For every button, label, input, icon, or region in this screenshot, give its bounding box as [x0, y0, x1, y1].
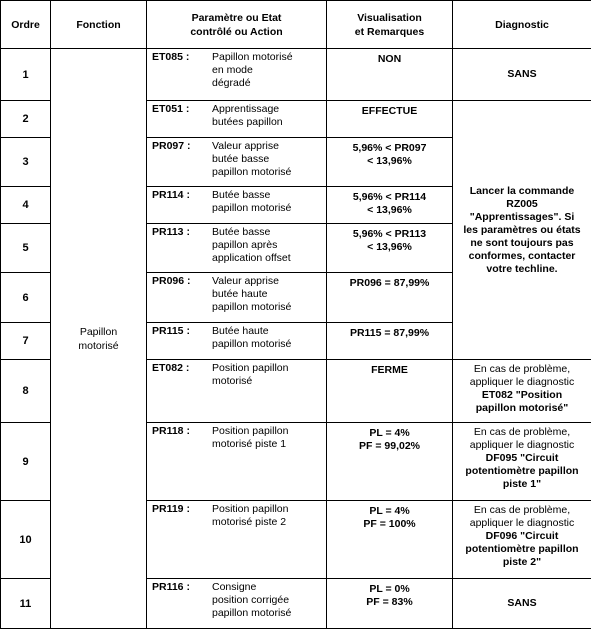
param-text: Valeur apprise butée basse papillon motorisé	[212, 140, 292, 178]
ordre-cell: 5	[1, 224, 51, 273]
param-cell	[147, 273, 327, 323]
header-diagnostic: Diagnostic	[453, 1, 591, 49]
header-row	[1, 1, 591, 49]
diag-cell	[453, 501, 591, 579]
param-text: Papillon motorisé en mode dégradé	[212, 51, 293, 89]
header-ordre: Ordre	[1, 1, 51, 49]
diag-prefix: En cas de problème, appliquer le diagnostic	[469, 363, 575, 388]
param-code: PR113 :	[152, 226, 190, 238]
fonction-cell: Papillon motorisé	[51, 49, 147, 629]
param-cell	[147, 579, 327, 629]
param-code: PR119 :	[152, 503, 190, 515]
param-text: Valeur apprise butée haute papillon motorisé	[212, 275, 292, 313]
param-cell	[147, 101, 327, 138]
table-row	[1, 49, 591, 101]
diag-prefix: En cas de problème, appliquer le diagnostic	[469, 504, 575, 529]
header-fonction: Fonction	[51, 1, 147, 49]
visu-cell: PR096 = 87,99%	[327, 273, 453, 323]
param-text: Apprentissage butées papillon	[212, 103, 283, 128]
param-code: PR096 :	[152, 275, 191, 287]
param-text: Position papillon motorisé piste 2	[212, 503, 289, 528]
param-code: PR114 :	[152, 189, 190, 201]
param-code: ET082 :	[152, 362, 190, 374]
param-code: PR097 :	[152, 140, 191, 152]
visu-cell: FERME	[327, 360, 453, 423]
ordre-cell: 9	[1, 423, 51, 501]
ordre-cell: 4	[1, 187, 51, 224]
ordre-cell: 6	[1, 273, 51, 323]
diag-cell	[453, 360, 591, 423]
diag-cell: SANS	[453, 579, 591, 629]
param-text: Position papillon motorisé piste 1	[212, 425, 289, 450]
header-parametre: Paramètre ou Etat contrôlé ou Action	[147, 1, 327, 49]
header-visualisation: Visualisation et Remarques	[327, 1, 453, 49]
visu-cell: PL = 4% PF = 100%	[327, 501, 453, 579]
param-text: Position papillon motorisé	[212, 362, 289, 387]
diag-ref: DF096 "Circuit potentiomètre papillon piste 2"	[465, 530, 579, 568]
param-cell	[147, 187, 327, 224]
ordre-cell: 2	[1, 101, 51, 138]
param-code: PR118 :	[152, 425, 190, 437]
visu-cell: 5,96% < PR114 < 13,96%	[327, 187, 453, 224]
diag-prefix: En cas de problème, appliquer le diagnostic	[469, 426, 575, 451]
ordre-cell: 1	[1, 49, 51, 101]
diag-ref: ET082 "Position papillon motorisé"	[475, 389, 569, 414]
ordre-cell: 11	[1, 579, 51, 629]
param-code: ET051 :	[152, 103, 190, 115]
param-cell	[147, 423, 327, 501]
param-cell	[147, 501, 327, 579]
diag-cell: Lancer la commande RZ005 "Apprentissages". Si les paramètres ou états ne sont toujours pas conformes, contacter votre techline.	[453, 101, 591, 360]
diag-ref: DF095 "Circuit potentiomètre papillon piste 1"	[465, 452, 579, 490]
param-code: PR115 :	[152, 325, 190, 337]
visu-cell: 5,96% < PR097 < 13,96%	[327, 138, 453, 187]
ordre-cell: 7	[1, 323, 51, 360]
param-cell	[147, 360, 327, 423]
param-text: Butée haute papillon motorisé	[212, 325, 292, 350]
visu-cell: PL = 4% PF = 99,02%	[327, 423, 453, 501]
param-cell	[147, 49, 327, 101]
param-code: PR116 :	[152, 581, 190, 593]
ordre-cell: 3	[1, 138, 51, 187]
visu-cell: PR115 = 87,99%	[327, 323, 453, 360]
param-cell	[147, 323, 327, 360]
ordre-cell: 8	[1, 360, 51, 423]
visu-cell: NON	[327, 49, 453, 101]
param-text: Consigne position corrigée papillon motorisé	[212, 581, 292, 619]
diag-cell	[453, 423, 591, 501]
visu-cell: 5,96% < PR113 < 13,96%	[327, 224, 453, 273]
visu-cell: PL = 0% PF = 83%	[327, 579, 453, 629]
param-cell	[147, 138, 327, 187]
param-text: Butée basse papillon après application offset	[212, 226, 291, 264]
ordre-cell: 10	[1, 501, 51, 579]
visu-cell: EFFECTUE	[327, 101, 453, 138]
param-text: Butée basse papillon motorisé	[212, 189, 292, 214]
param-code: ET085 :	[152, 51, 190, 63]
diag-cell: SANS	[453, 49, 591, 101]
param-cell	[147, 224, 327, 273]
